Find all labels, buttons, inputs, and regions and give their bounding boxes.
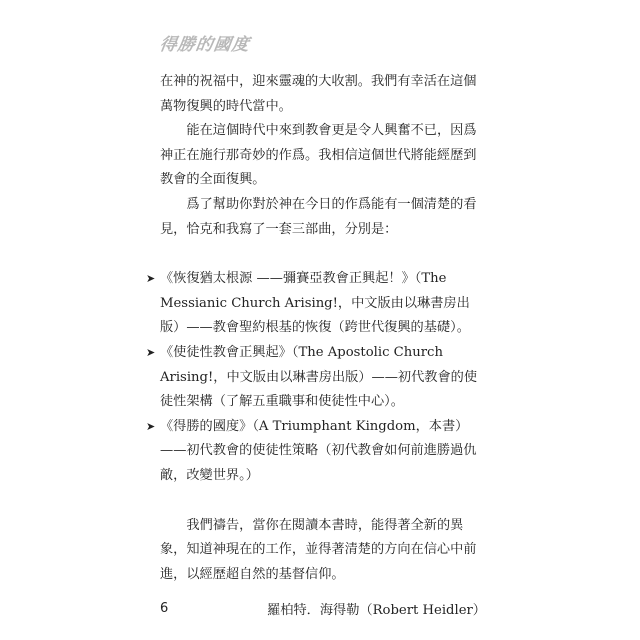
list-item [146,415,486,489]
logo-text: 得勝的國度 [158,35,252,55]
arrow-bullet-icon: ➤ [146,272,156,286]
paragraph-revival: 能在這個時代中來到教會更是令人興奮不已，因爲神正在施行那奇妙的作爲。我相信這個世代將能經歷到教會的全面復興。 [160,123,477,188]
spacer [160,489,486,514]
paragraph-prayer: 我們禱告，當你在閱讀本書時，能得著全新的異象，知道神現在的工作，並得著清楚的方向在信心中前進，以經歷超自然的基督信仰。 [160,517,477,582]
book-title-logo [158,30,252,55]
page-number: 6 [160,601,169,616]
list-item-text: 《恢復猶太根源 ——彌賽亞教會正興起！》（The Messianic Church Arising!，中文版由以琳書房出版）——教會聖約根基的恢復（跨世代復興的基礎）。 [160,271,470,336]
trilogy-list [146,267,486,488]
author-signature: 羅柏特．海得勒（Robert Heidler） [267,603,486,619]
page-body [146,70,486,624]
spacer [160,242,486,267]
list-item [146,341,486,415]
arrow-bullet-icon: ➤ [146,419,156,433]
spacer [160,587,486,599]
paragraph-continued: 在神的祝福中，迎來靈魂的大收割。我們有幸活在這個萬物復興的時代當中。 [160,74,477,114]
paragraph-trilogy-intro: 爲了幫助你對於神在今日的作爲能有一個清楚的看見，恰克和我寫了一套三部曲，分別是： [160,196,477,237]
list-item [146,267,486,341]
list-item-text: 《得勝的國度》（A Triumphant Kingdom，本書）——初代教會的使徒性策略（初代教會如何前進勝過仇敵，改變世界。） [160,418,477,483]
list-item-text: 《使徒性教會正興起》（The Apostolic Church Arising!，中文版由以琳書房出版）——初代教會的使徒性架構（了解五重職事和使徒性中心）。 [160,344,478,410]
arrow-bullet-icon: ➤ [146,345,156,359]
